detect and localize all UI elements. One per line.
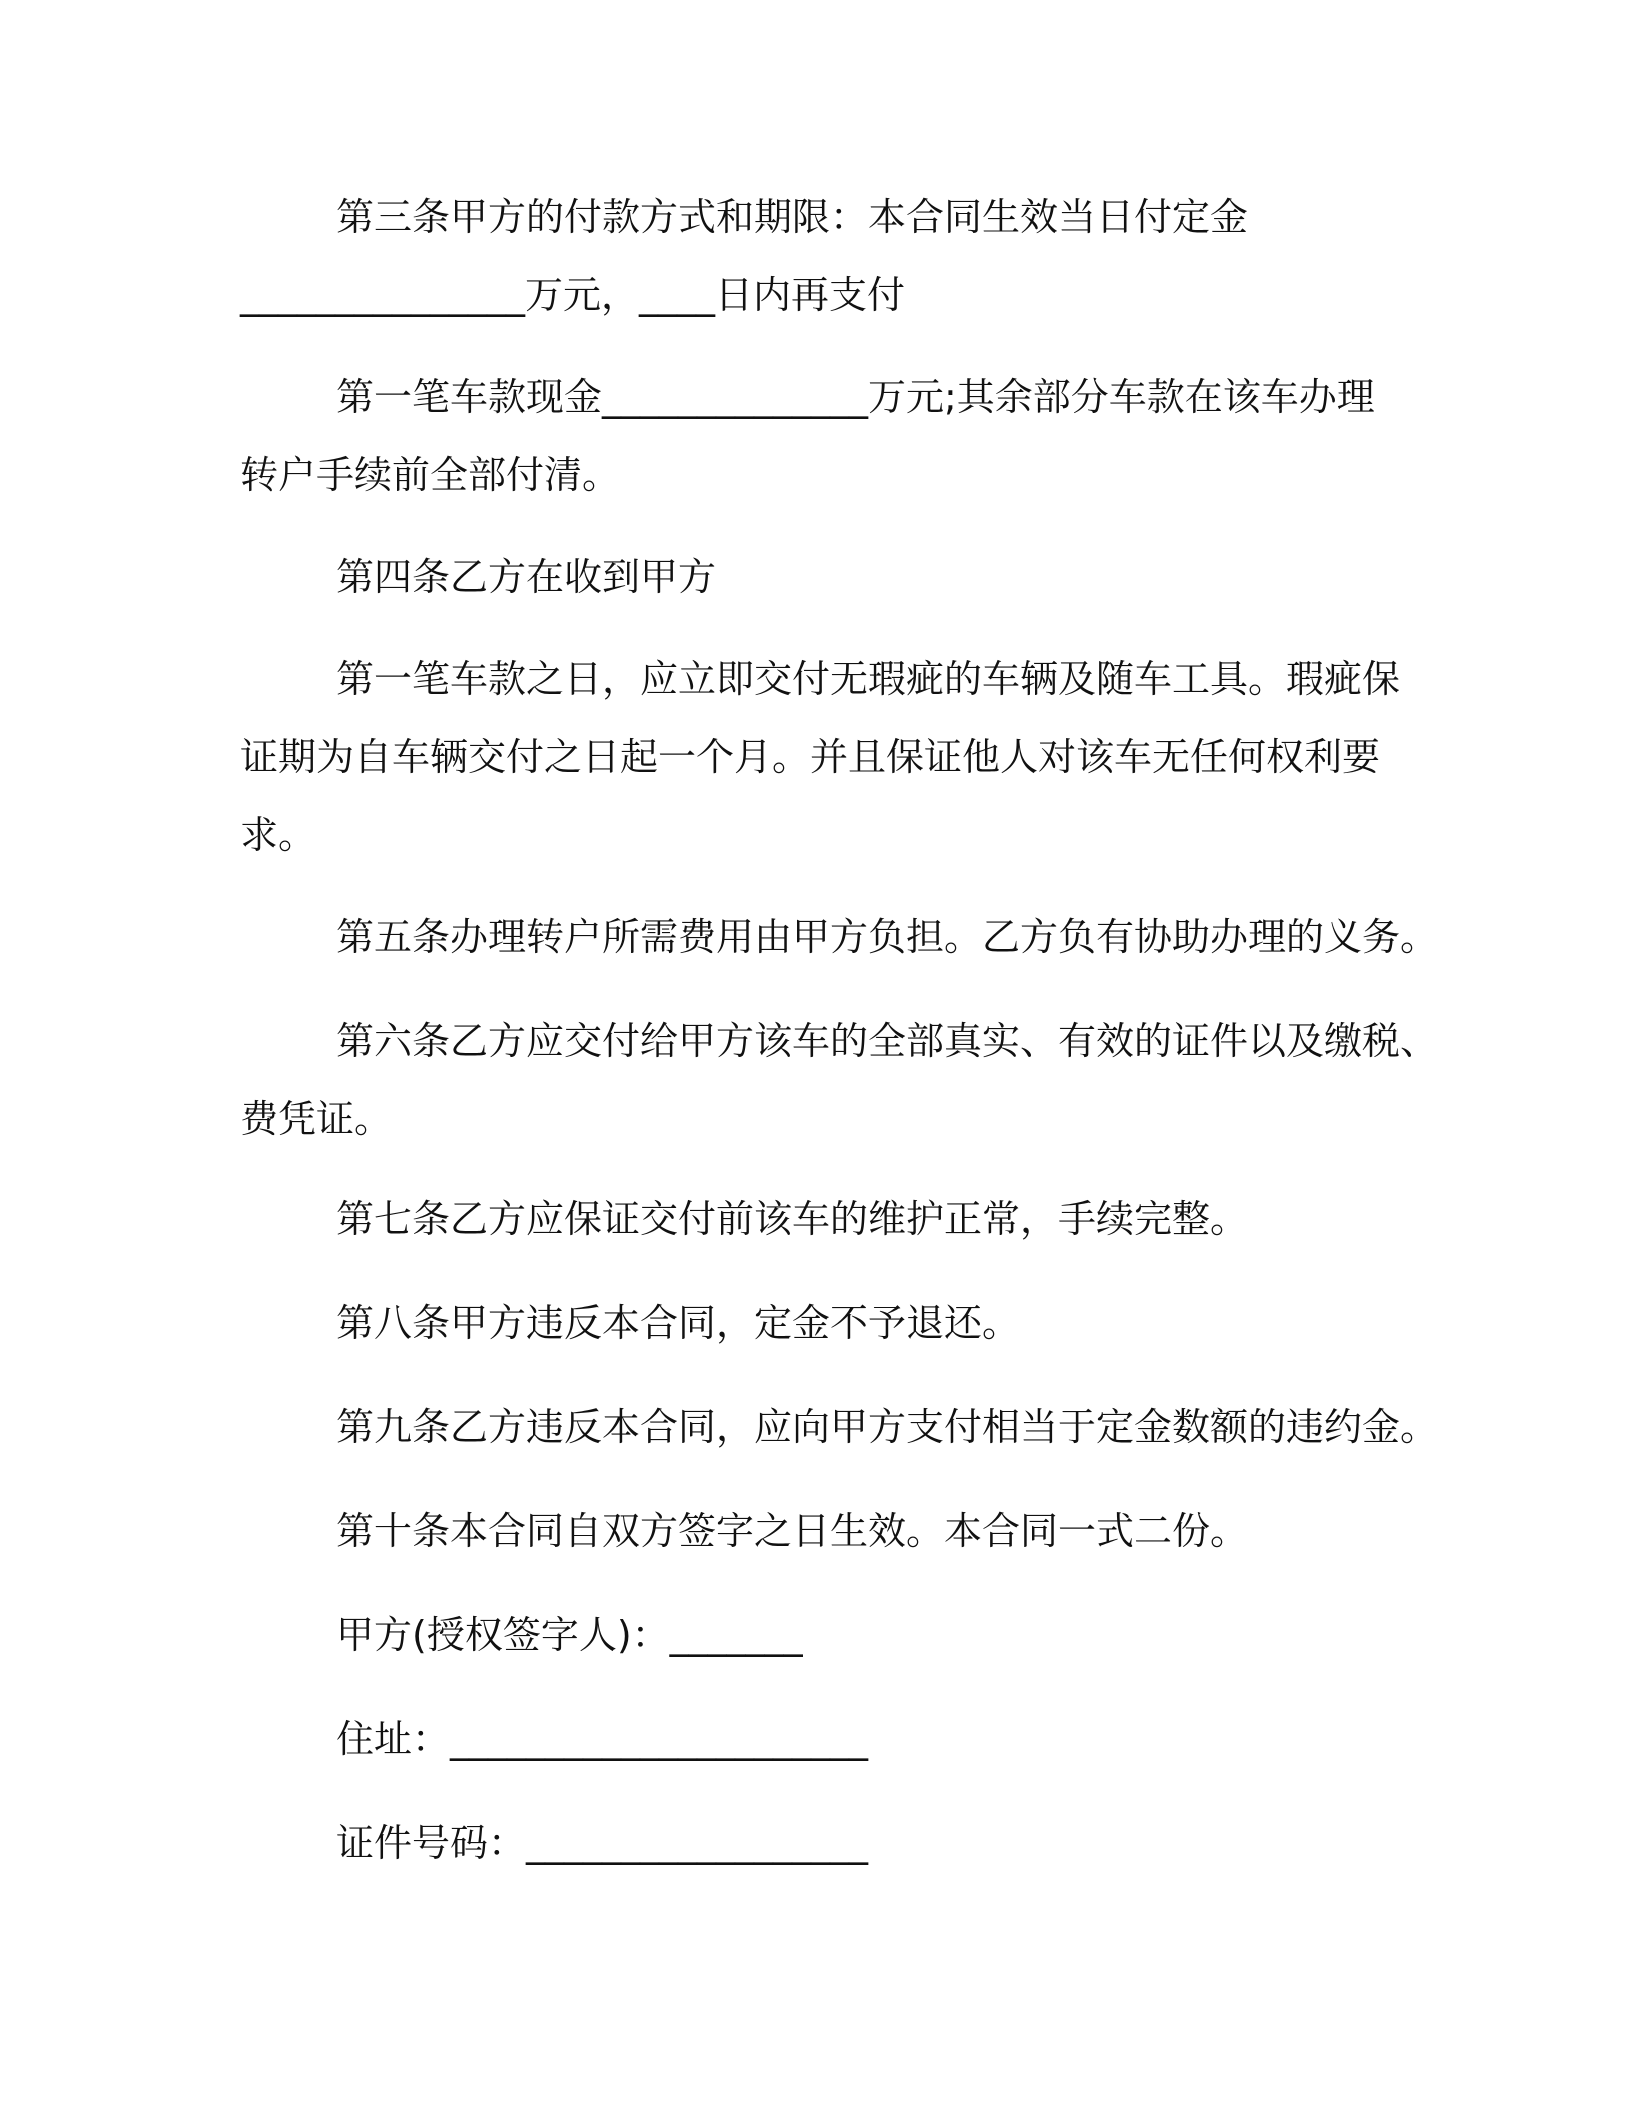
first-payment-line-2: 转户手续前全部付清。 — [240, 453, 621, 497]
clause-10 — [240, 1492, 1400, 1570]
first-payment-line-1: 第一笔车款现金______________万元;其余部分车款在该车办理 — [336, 375, 1375, 419]
id-number-line: 证件号码：__________________ — [336, 1821, 869, 1865]
clause-4-cont-line-1: 第一笔车款之日，应立即交付无瑕疵的车辆及随车工具。瑕疵保 — [336, 657, 1401, 701]
clause-3-line-1: 第三条甲方的付款方式和期限：本合同生效当日付定金 — [336, 195, 1249, 239]
clause-6 — [240, 1002, 1439, 1158]
clause-8 — [240, 1284, 1400, 1362]
party-a-signatory-line: 甲方(授权签字人)：_______ — [336, 1613, 803, 1657]
clause-9 — [240, 1388, 1439, 1466]
id-number-field — [240, 1804, 1400, 1882]
address-line: 住址：______________________ — [336, 1717, 869, 1761]
clause-10-line-1: 第十条本合同自双方签字之日生效。本合同一式二份。 — [336, 1509, 1249, 1553]
address-field — [240, 1700, 1400, 1778]
clause-9-line-1: 第九条乙方违反本合同，应向甲方支付相当于定金数额的违约金。 — [336, 1405, 1439, 1449]
clause-5-line-1: 第五条办理转户所需费用由甲方负担。乙方负有协助办理的义务。 — [336, 915, 1439, 959]
clause-7 — [240, 1180, 1400, 1258]
clause-8-line-1: 第八条甲方违反本合同，定金不予退还。 — [336, 1301, 1021, 1345]
clause-4-cont-line-3: 求。 — [240, 813, 317, 857]
clause-5 — [240, 898, 1439, 976]
clause-3-payment — [240, 178, 1400, 334]
clause-3-line-2: _______________万元，____日内再支付 — [240, 273, 906, 317]
clause-4 — [240, 538, 1400, 616]
clause-7-line-1: 第七条乙方应保证交付前该车的维护正常，手续完整。 — [336, 1197, 1249, 1241]
clause-4-cont-line-2: 证期为自车辆交付之日起一个月。并且保证他人对该车无任何权利要 — [240, 735, 1381, 779]
clause-6-line-1: 第六条乙方应交付给甲方该车的全部真实、有效的证件以及缴税、 — [336, 1019, 1439, 1063]
party-a-signatory — [240, 1596, 1400, 1674]
clause-6-line-2: 费凭证。 — [240, 1097, 393, 1141]
first-payment-clause — [240, 358, 1400, 514]
clause-4-continued — [240, 640, 1400, 874]
clause-4-line-1: 第四条乙方在收到甲方 — [336, 555, 717, 599]
